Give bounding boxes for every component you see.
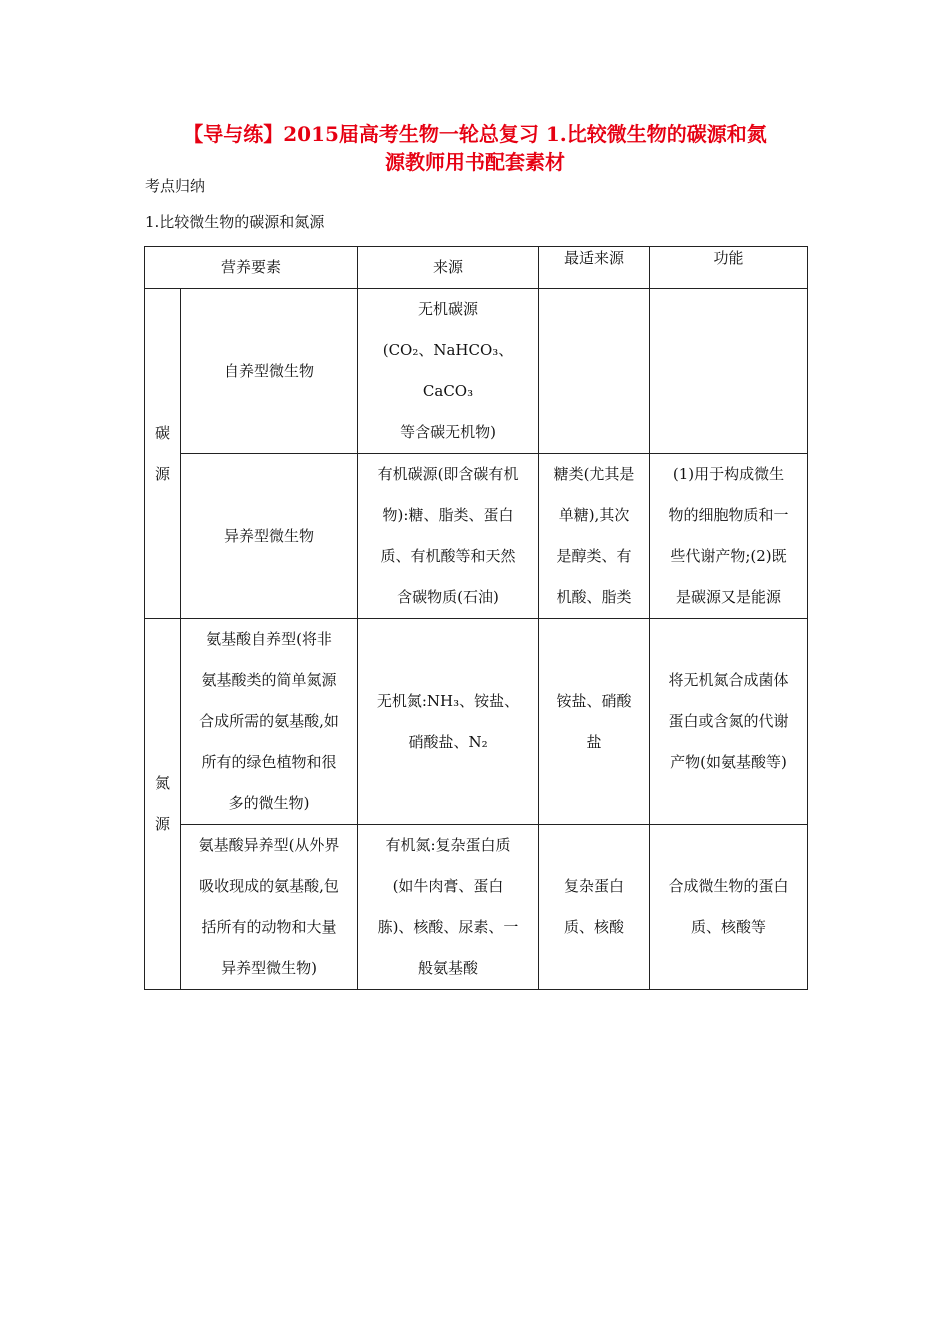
carbon-source-inorganic: 无机碳源 (CO₂、NaHCO₃、CaCO₃ 等含碳无机物) bbox=[358, 289, 539, 454]
document-title bbox=[150, 120, 800, 176]
nitrogen-source-organic: 有机氮:复杂蛋白质 (如牛肉膏、蛋白 胨)、核酸、尿素、一 般氨基酸 bbox=[358, 825, 539, 990]
header-nutrient: 营养要素 bbox=[145, 247, 358, 289]
carbon-function-autotroph bbox=[650, 289, 808, 454]
nitrogen-row-autotroph bbox=[145, 619, 808, 825]
nitrogen-type-heterotroph: 氨基酸异养型(从外界 吸收现成的氨基酸,包 括所有的动物和大量 异养型微生物) bbox=[181, 825, 358, 990]
section-label: 考点归纳 bbox=[145, 177, 206, 195]
nitrogen-label: 氮 源 bbox=[145, 619, 181, 990]
header-source: 来源 bbox=[358, 247, 539, 289]
nitrogen-row-heterotroph bbox=[145, 825, 808, 990]
nitrogen-function-heterotroph: 合成微生物的蛋白 质、核酸等 bbox=[650, 825, 808, 990]
nitrogen-function-autotroph: 将无机氮合成菌体 蛋白或含氮的代谢 产物(如氨基酸等) bbox=[650, 619, 808, 825]
carbon-type-heterotroph: 异养型微生物 bbox=[181, 454, 358, 619]
header-row bbox=[145, 247, 808, 289]
carbon-row-heterotroph bbox=[145, 454, 808, 619]
title-line-2: 源教师用书配套素材 bbox=[385, 150, 565, 174]
comparison-table bbox=[144, 246, 808, 990]
carbon-function-heterotroph: (1)用于构成微生 物的细胞物质和一 些代谢产物;(2)既 是碳源又是能源 bbox=[650, 454, 808, 619]
title-line-1: 【导与练】2015届高考生物一轮总复习 1.比较微生物的碳源和氮 bbox=[183, 122, 767, 146]
nitrogen-best-autotroph: 铵盐、硝酸 盐 bbox=[539, 619, 650, 825]
carbon-label: 碳 源 bbox=[145, 289, 181, 619]
nitrogen-source-inorganic: 无机氮:NH₃、铵盐、 硝酸盐、N₂ bbox=[358, 619, 539, 825]
nitrogen-best-heterotroph: 复杂蛋白 质、核酸 bbox=[539, 825, 650, 990]
carbon-row-autotroph bbox=[145, 289, 808, 454]
carbon-type-autotroph: 自养型微生物 bbox=[181, 289, 358, 454]
carbon-best-autotroph bbox=[539, 289, 650, 454]
header-function: 功能 bbox=[650, 247, 808, 289]
carbon-best-heterotroph: 糖类(尤其是 单糖),其次 是醇类、有 机酸、脂类 bbox=[539, 454, 650, 619]
carbon-source-organic: 有机碳源(即含碳有机 物):糖、脂类、蛋白 质、有机酸等和天然 含碳物质(石油) bbox=[358, 454, 539, 619]
section-heading: 1.比较微生物的碳源和氮源 bbox=[145, 213, 325, 231]
header-best-source: 最适来源 bbox=[539, 247, 650, 289]
nitrogen-type-autotroph: 氨基酸自养型(将非 氨基酸类的简单氮源 合成所需的氨基酸,如 所有的绿色植物和很 多的微生物) bbox=[181, 619, 358, 825]
